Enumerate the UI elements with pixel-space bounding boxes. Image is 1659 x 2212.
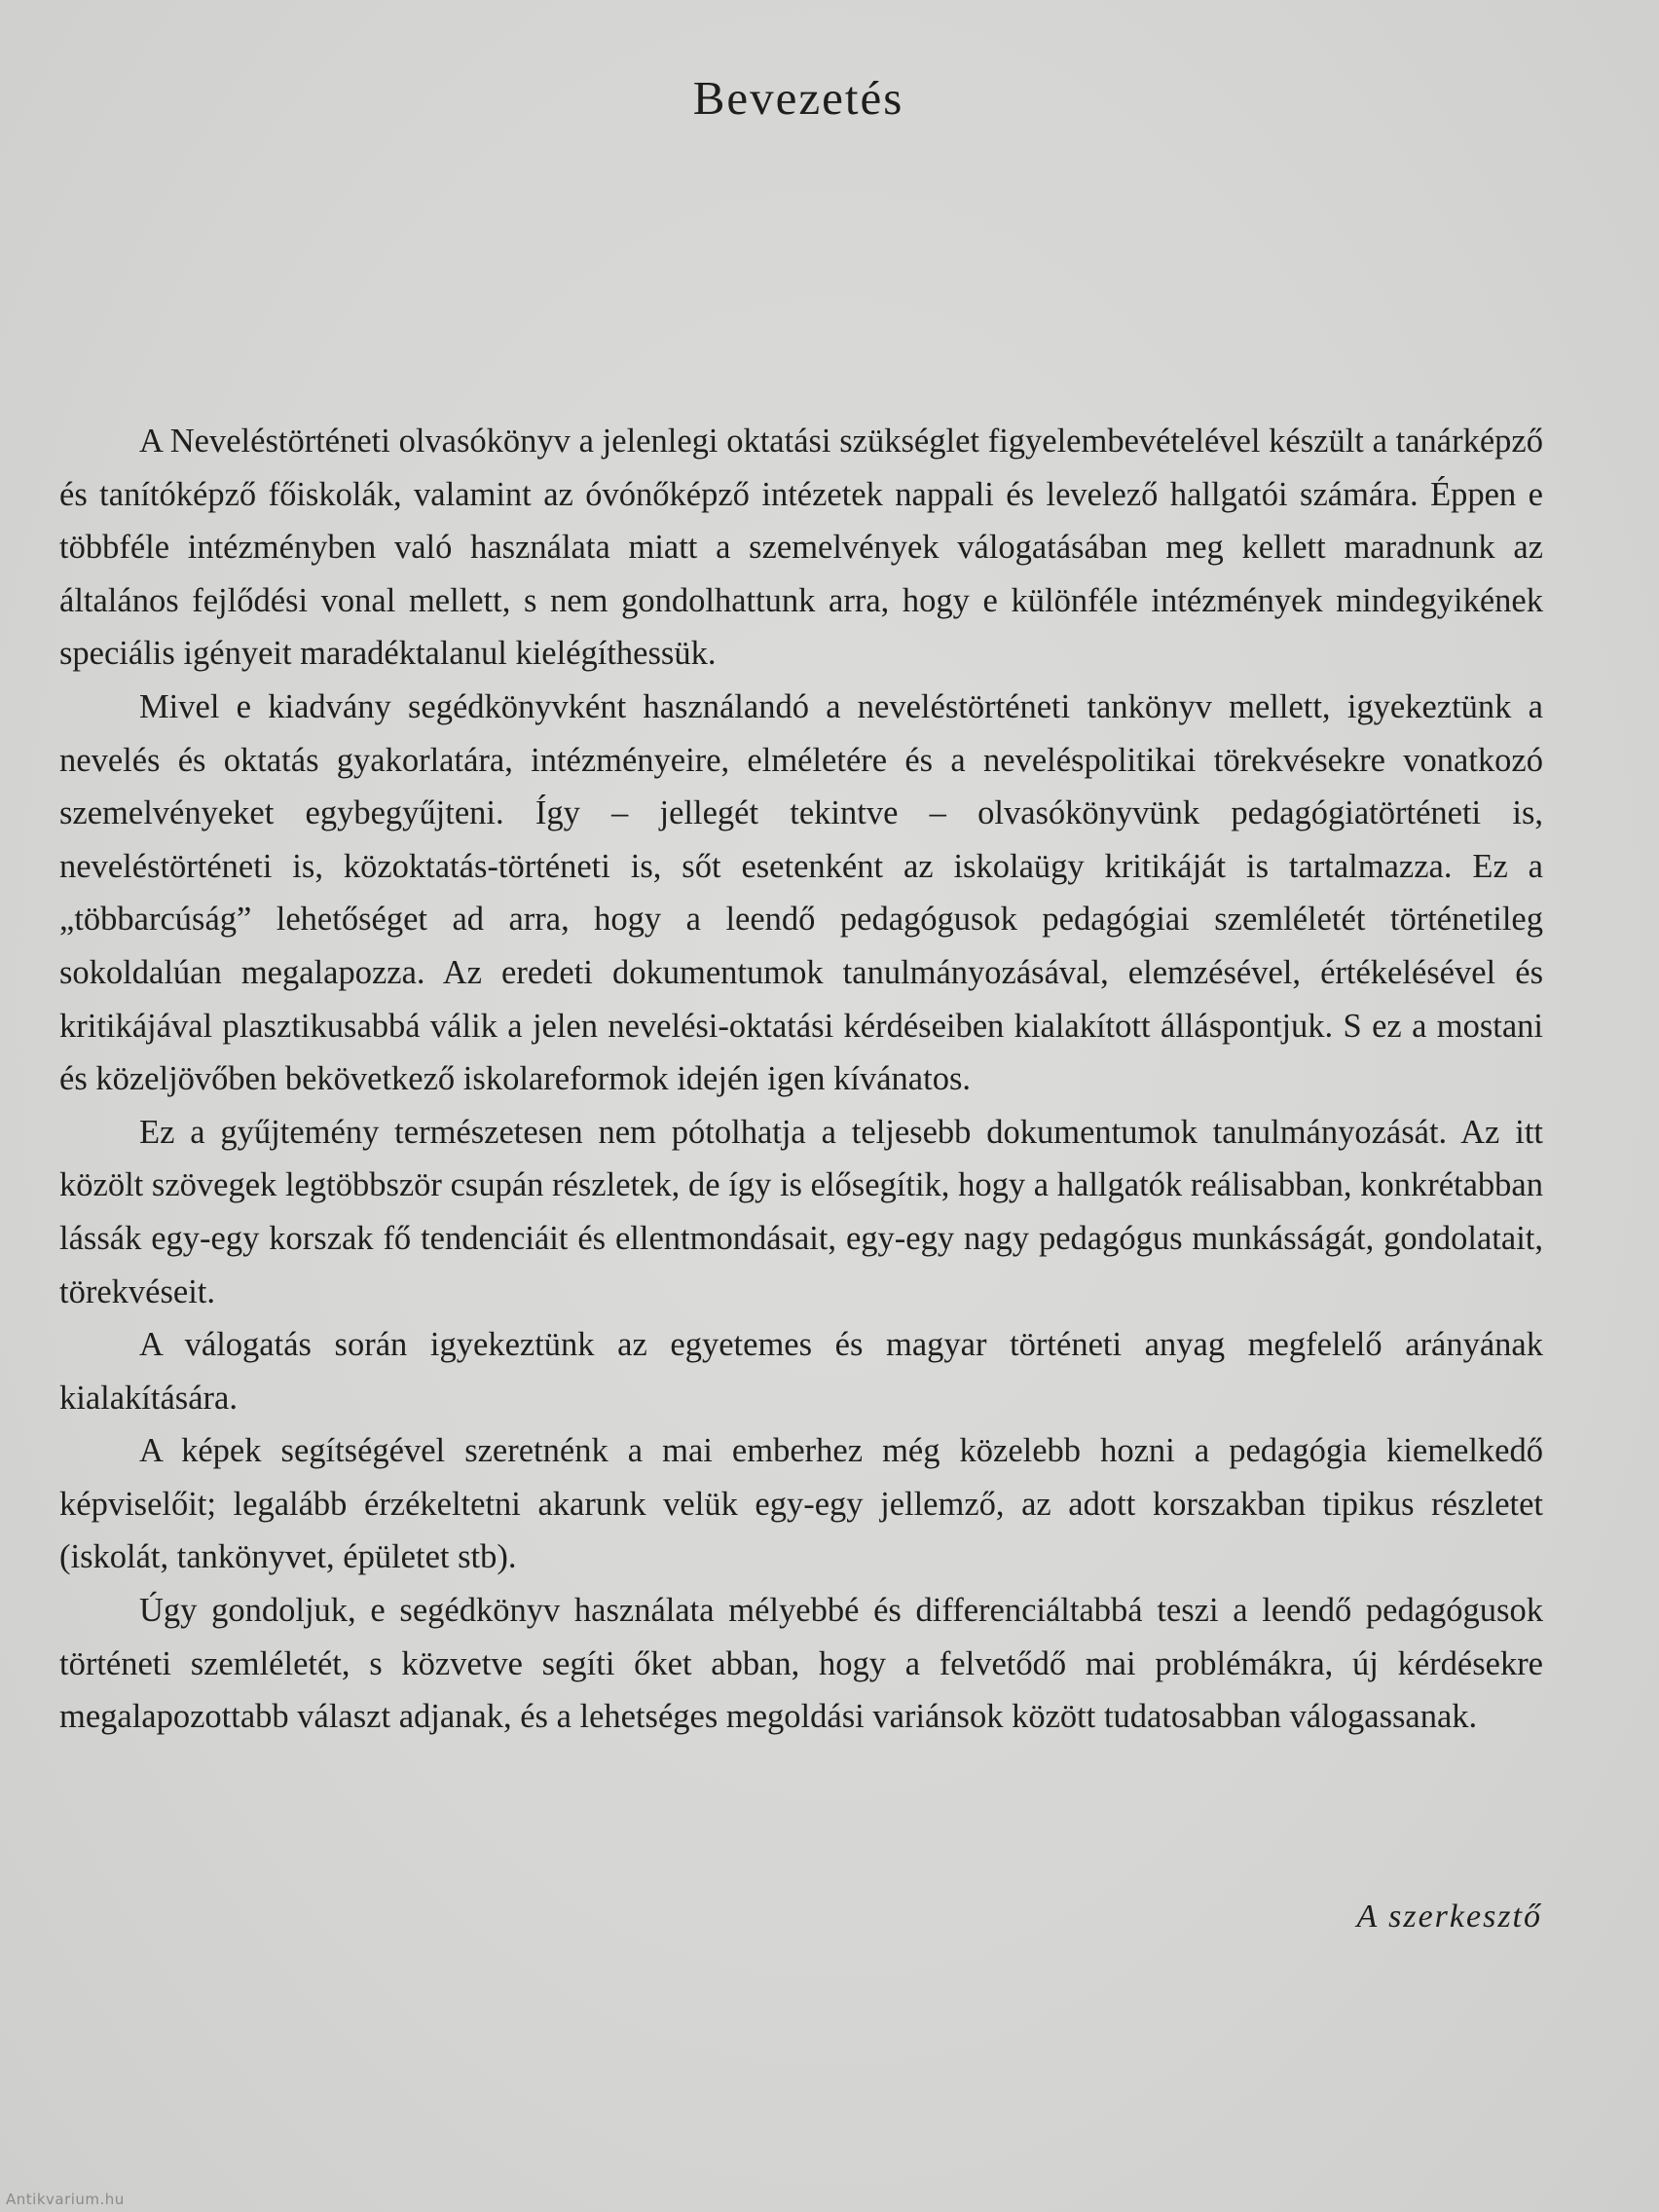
paragraph-1: A Neveléstörténeti olvasókönyv a jelenlegi oktatási szükséglet figyelembevételével készült a tanárképző és tanítóképző főiskolák, valamint az óvónőképző intézetek nappali és levelező hallgatói számára. Éppen e többféle intézményben való használata miatt a szemelvények válogatásában meg kellett maradnunk az általános fejlődési vonal mellett, s nem gondolhattunk arra, hogy e különféle intézmények mindegyikének speciális igényeit maradéktalanul kielégíthessük. [59,423,1543,673]
page-title: Bevezetés [692,71,904,125]
paragraph-2: Mivel e kiadvány segédkönyvként használandó a neveléstörténeti tankönyv mellett, igyekeztünk a nevelés és oktatás gyakorlatára, intézményeire, elméletére és a neveléspolitikai törekvésekre vonatkozó szemelvényeket egybegyűjteni. Így – jellegét tekintve – olvasókönyvünk pedagógiatörténeti is, neveléstörténeti is, közoktatás-történeti is, sőt esetenként az iskolaügy kritikáját is tartalmazza. Ez a „többarcúság” lehetőséget ad arra, hogy a leendő pedagógusok pedagógiai szemléletét történetileg sokoldalúan megalapozza. Az eredeti dokumentumok tanulmányozásával, elemzésével, értékelésével és kritikájával plasztikusabbá válik a jelen nevelési-oktatási kérdéseiben kialakított álláspontjuk. S ez a mostani és közeljövőben bekövetkező iskolareformok idején igen kívánatos. [59,687,1543,1098]
editor-signature: A szerkesztő [1356,1899,1542,1935]
watermark: Antikvarium.hu [6,2191,125,2208]
paragraph-3: Ez a gyűjtemény természetesen nem pótolhatja a teljesebb dokumentumok tanulmányozását. Az itt közölt szövegek legtöbbször csupán részletek, de így is elősegítik, hogy a hallgatók reálisabban, konkrétabban lássák egy-egy korszak fő tendenciáit és ellentmondásait, egy-egy nagy pedagógus munkásságát, gondolatait, törekvéseit. [59,1113,1543,1310]
paragraph-6: Úgy gondoljuk, e segédkönyv használata mélyebbé és differenciáltabbá teszi a leendő pedagógusok történeti szemléletét, s közvetve segíti őket abban, hogy a felvetődő mai problémákra, új kérdésekre megalapozottabb választ adjanak, és a lehetséges megoldási variánsok között tudatosabban válogassanak. [59,1592,1543,1736]
paragraph-4: A válogatás során igyekeztünk az egyetemes és magyar történeti anyag megfelelő arányának kialakítására. [59,1326,1543,1417]
introduction-text [59,415,1543,1744]
paragraph-5: A képek segítségével szeretnénk a mai emberhez még közelebb hozni a pedagógia kiemelkedő képviselőit; legalább érzékeltetni akarunk velük egy-egy jellemző, az adott korszakban tipikus részletet (iskolát, tankönyvet, épületet stb). [59,1432,1543,1576]
